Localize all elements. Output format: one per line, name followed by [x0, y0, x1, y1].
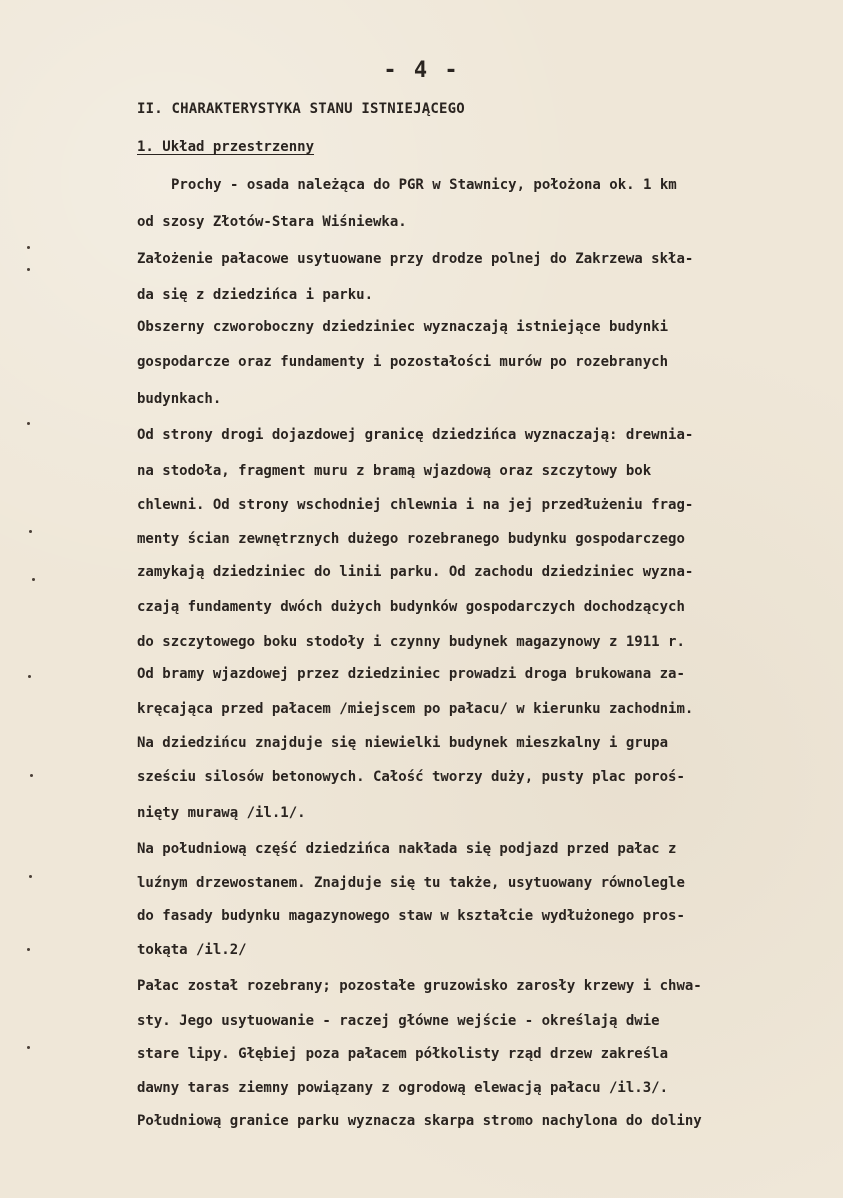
- text-line: Obszerny czworoboczny dziedziniec wyznaczają istniejące budynki: [137, 319, 669, 335]
- margin-dot: [27, 268, 30, 271]
- margin-dot: [27, 246, 30, 249]
- text-line: menty ścian zewnętrznych dużego rozebranego budynku gospodarczego: [137, 531, 685, 547]
- text-line: dawny taras ziemny powiązany z ogrodową elewacją pałacu /il.3/.: [137, 1080, 669, 1096]
- margin-dot: [29, 530, 32, 533]
- text-line: luźnym drzewostanem. Znajduje się tu także, usytuowany równolegle: [137, 875, 685, 891]
- text-line: do szczytowego boku stodoły i czynny budynek magazynowy z 1911 r.: [137, 634, 685, 650]
- margin-dot: [27, 1046, 30, 1049]
- text-line: tokąta /il.2/: [137, 942, 247, 958]
- section-heading: II. CHARAKTERYSTYKA STANU ISTNIEJĄCEGO: [137, 101, 465, 117]
- text-line: da się z dziedzińca i parku.: [137, 287, 374, 303]
- text-line: Południową granice parku wyznacza skarpa stromo nachylona do doliny: [137, 1113, 702, 1129]
- text-line: budynkach.: [137, 391, 222, 407]
- text-line: gospodarcze oraz fundamenty i pozostałości murów po rozebranych: [137, 354, 669, 370]
- text-line: do fasady budynku magazynowego staw w kształcie wydłużonego pros-: [137, 908, 685, 924]
- text-line: chlewni. Od strony wschodniej chlewnia i na jej przedłużeniu frag-: [137, 497, 694, 513]
- subsection-heading: 1. Układ przestrzenny: [137, 139, 315, 155]
- text-line: Pałac został rozebrany; pozostałe gruzowisko zarosły krzewy i chwa-: [137, 978, 702, 994]
- text-line: od szosy Złotów-Stara Wiśniewka.: [137, 214, 407, 230]
- margin-dot: [32, 578, 35, 581]
- text-line: zamykają dziedziniec do linii parku. Od zachodu dziedziniec wyzna-: [137, 564, 694, 580]
- margin-dot: [27, 422, 30, 425]
- text-line: czają fundamenty dwóch dużych budynków gospodarczych dochodzących: [137, 599, 685, 615]
- margin-dot: [28, 675, 31, 678]
- text-line: kręcająca przed pałacem /miejscem po pałacu/ w kierunku zachodnim.: [137, 701, 694, 717]
- margin-dot: [30, 774, 33, 777]
- text-line: sty. Jego usytuowanie - raczej główne wejście - określają dwie: [137, 1013, 660, 1029]
- text-line: Założenie pałacowe usytuowane przy drodze polnej do Zakrzewa skła-: [137, 251, 694, 267]
- text-line: sześciu silosów betonowych. Całość tworzy duży, pusty plac poroś-: [137, 769, 685, 785]
- text-line: stare lipy. Głębiej poza pałacem półkolisty rząd drzew zakreśla: [137, 1046, 669, 1062]
- page-number: - 4 -: [383, 58, 460, 83]
- margin-dot: [29, 875, 32, 878]
- text-line: Na dziedzińcu znajduje się niewielki budynek mieszkalny i grupa: [137, 735, 669, 751]
- text-line: Prochy - osada należąca do PGR w Stawnicy, położona ok. 1 km: [171, 177, 677, 193]
- margin-dot: [27, 948, 30, 951]
- text-line: Od strony drogi dojazdowej granicę dziedzińca wyznaczają: drewnia-: [137, 427, 694, 443]
- text-line: Od bramy wjazdowej przez dziedziniec prowadzi droga brukowana za-: [137, 666, 685, 682]
- text-line: na stodoła, fragment muru z bramą wjazdową oraz szczytowy bok: [137, 463, 652, 479]
- text-line: Na południową część dziedzińca nakłada się podjazd przed pałac z: [137, 841, 677, 857]
- text-line: nięty murawą /il.1/.: [137, 805, 306, 821]
